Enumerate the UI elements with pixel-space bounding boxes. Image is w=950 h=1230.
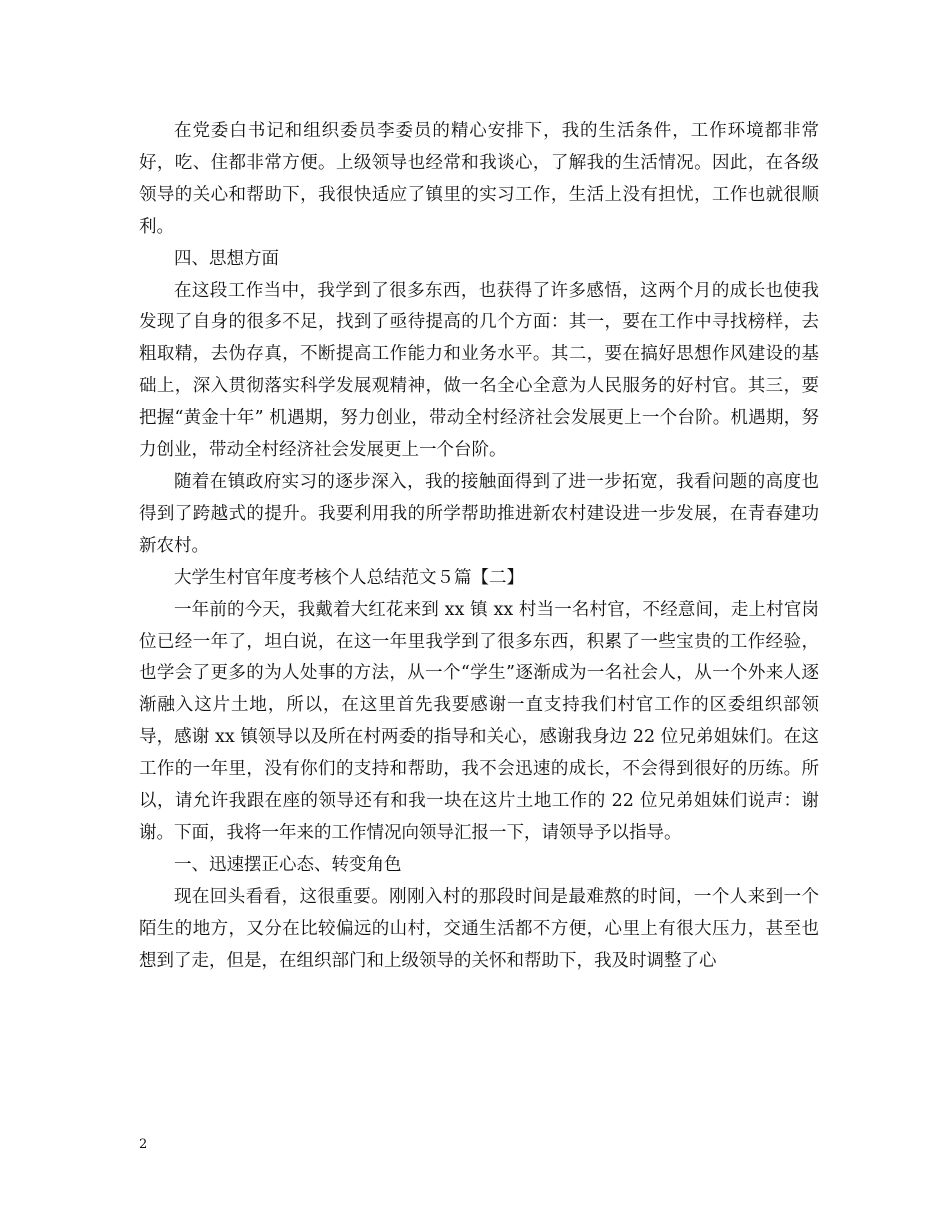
section-heading-mindset: 一、迅速摆正心态、转变角色 [174, 854, 402, 875]
paragraph-living-conditions: 在党委白书记和组织委员李委员的精心安排下，我的生活条件，工作环境都非常好，吃、住都非常方便。上级领导也经常和我谈心，了解我的生活情况。因此，在各级领导的关心和帮助下，我很快适应了镇里的实习工作，生活上没有担忧，工作也就很顺利。 [139, 121, 819, 237]
article-subtitle: 大学生村官年度考核个人总结范文５篇【二】 [174, 567, 524, 588]
section-heading-thought: 四、思想方面 [174, 248, 279, 269]
paragraph-thought-gains: 在这段工作当中，我学到了很多东西，也获得了许多感悟，这两个月的成长也使我发现了自身的很多不足，找到了亟待提高的几个方面：其一，要在工作中寻找榜样，去粗取精，去伪存真，不断提高工作能力和业务水平。其二，要在搞好思想作风建设的基础上，深入贯彻落实科学发展观精神，做一名全心全意为人民服务的好村官。其三，要把握“黄金十年” 机遇期，努力创业，带动全村经济社会发展更上一个台阶。机遇期，努力创业，带动全村经济社会发展更上一个台阶。 [139, 280, 819, 461]
paragraph-internship-progress: 随着在镇政府实习的逐步深入，我的接触面得到了进一步拓宽，我看问题的高度也得到了跨越式的提升。我要利用我的所学帮助推进新农村建设进一步发展，在青春建功新农村。 [139, 471, 819, 556]
page-number: 2 [139, 1137, 148, 1152]
document-body [139, 116, 819, 977]
paragraph-one-year-ago: 一年前的今天，我戴着大红花来到 xx 镇 xx 村当一名村官，不经意间，走上村官岗位已经一年了，坦白说，在这一年里我学到了很多东西，积累了一些宝贵的工作经验，也学会了更多的为人处事的方法，从一个“学生”逐渐成为一名社会人，从一个外来人逐渐融入这片土地，所以，在这里首先我要感谢一直支持我们村官工作的区委组织部领导，感谢 xx 镇领导以及所在村两委的指导和关心，感谢我身边 22 位兄弟姐妹们。在这工作的一年里，没有你们的支持和帮助，我不会迅速的成长，不会得到很好的历练。所以，请允许我跟在座的领导还有和我一块在这片土地工作的 22 位兄弟姐妹们说声：谢谢。下面，我将一年来的工作情况向领导汇报一下，请领导予以指导。 [139, 599, 819, 843]
paragraph-looking-back: 现在回头看看，这很重要。刚刚入村的那段时间是最难熬的时间，一个人来到一个陌生的地方，又分在比较偏远的山村，交通生活都不方便，心里上有很大压力，甚至也想到了走，但是，在组织部门和上级领导的关怀和帮助下，我及时调整了心 [139, 886, 819, 971]
